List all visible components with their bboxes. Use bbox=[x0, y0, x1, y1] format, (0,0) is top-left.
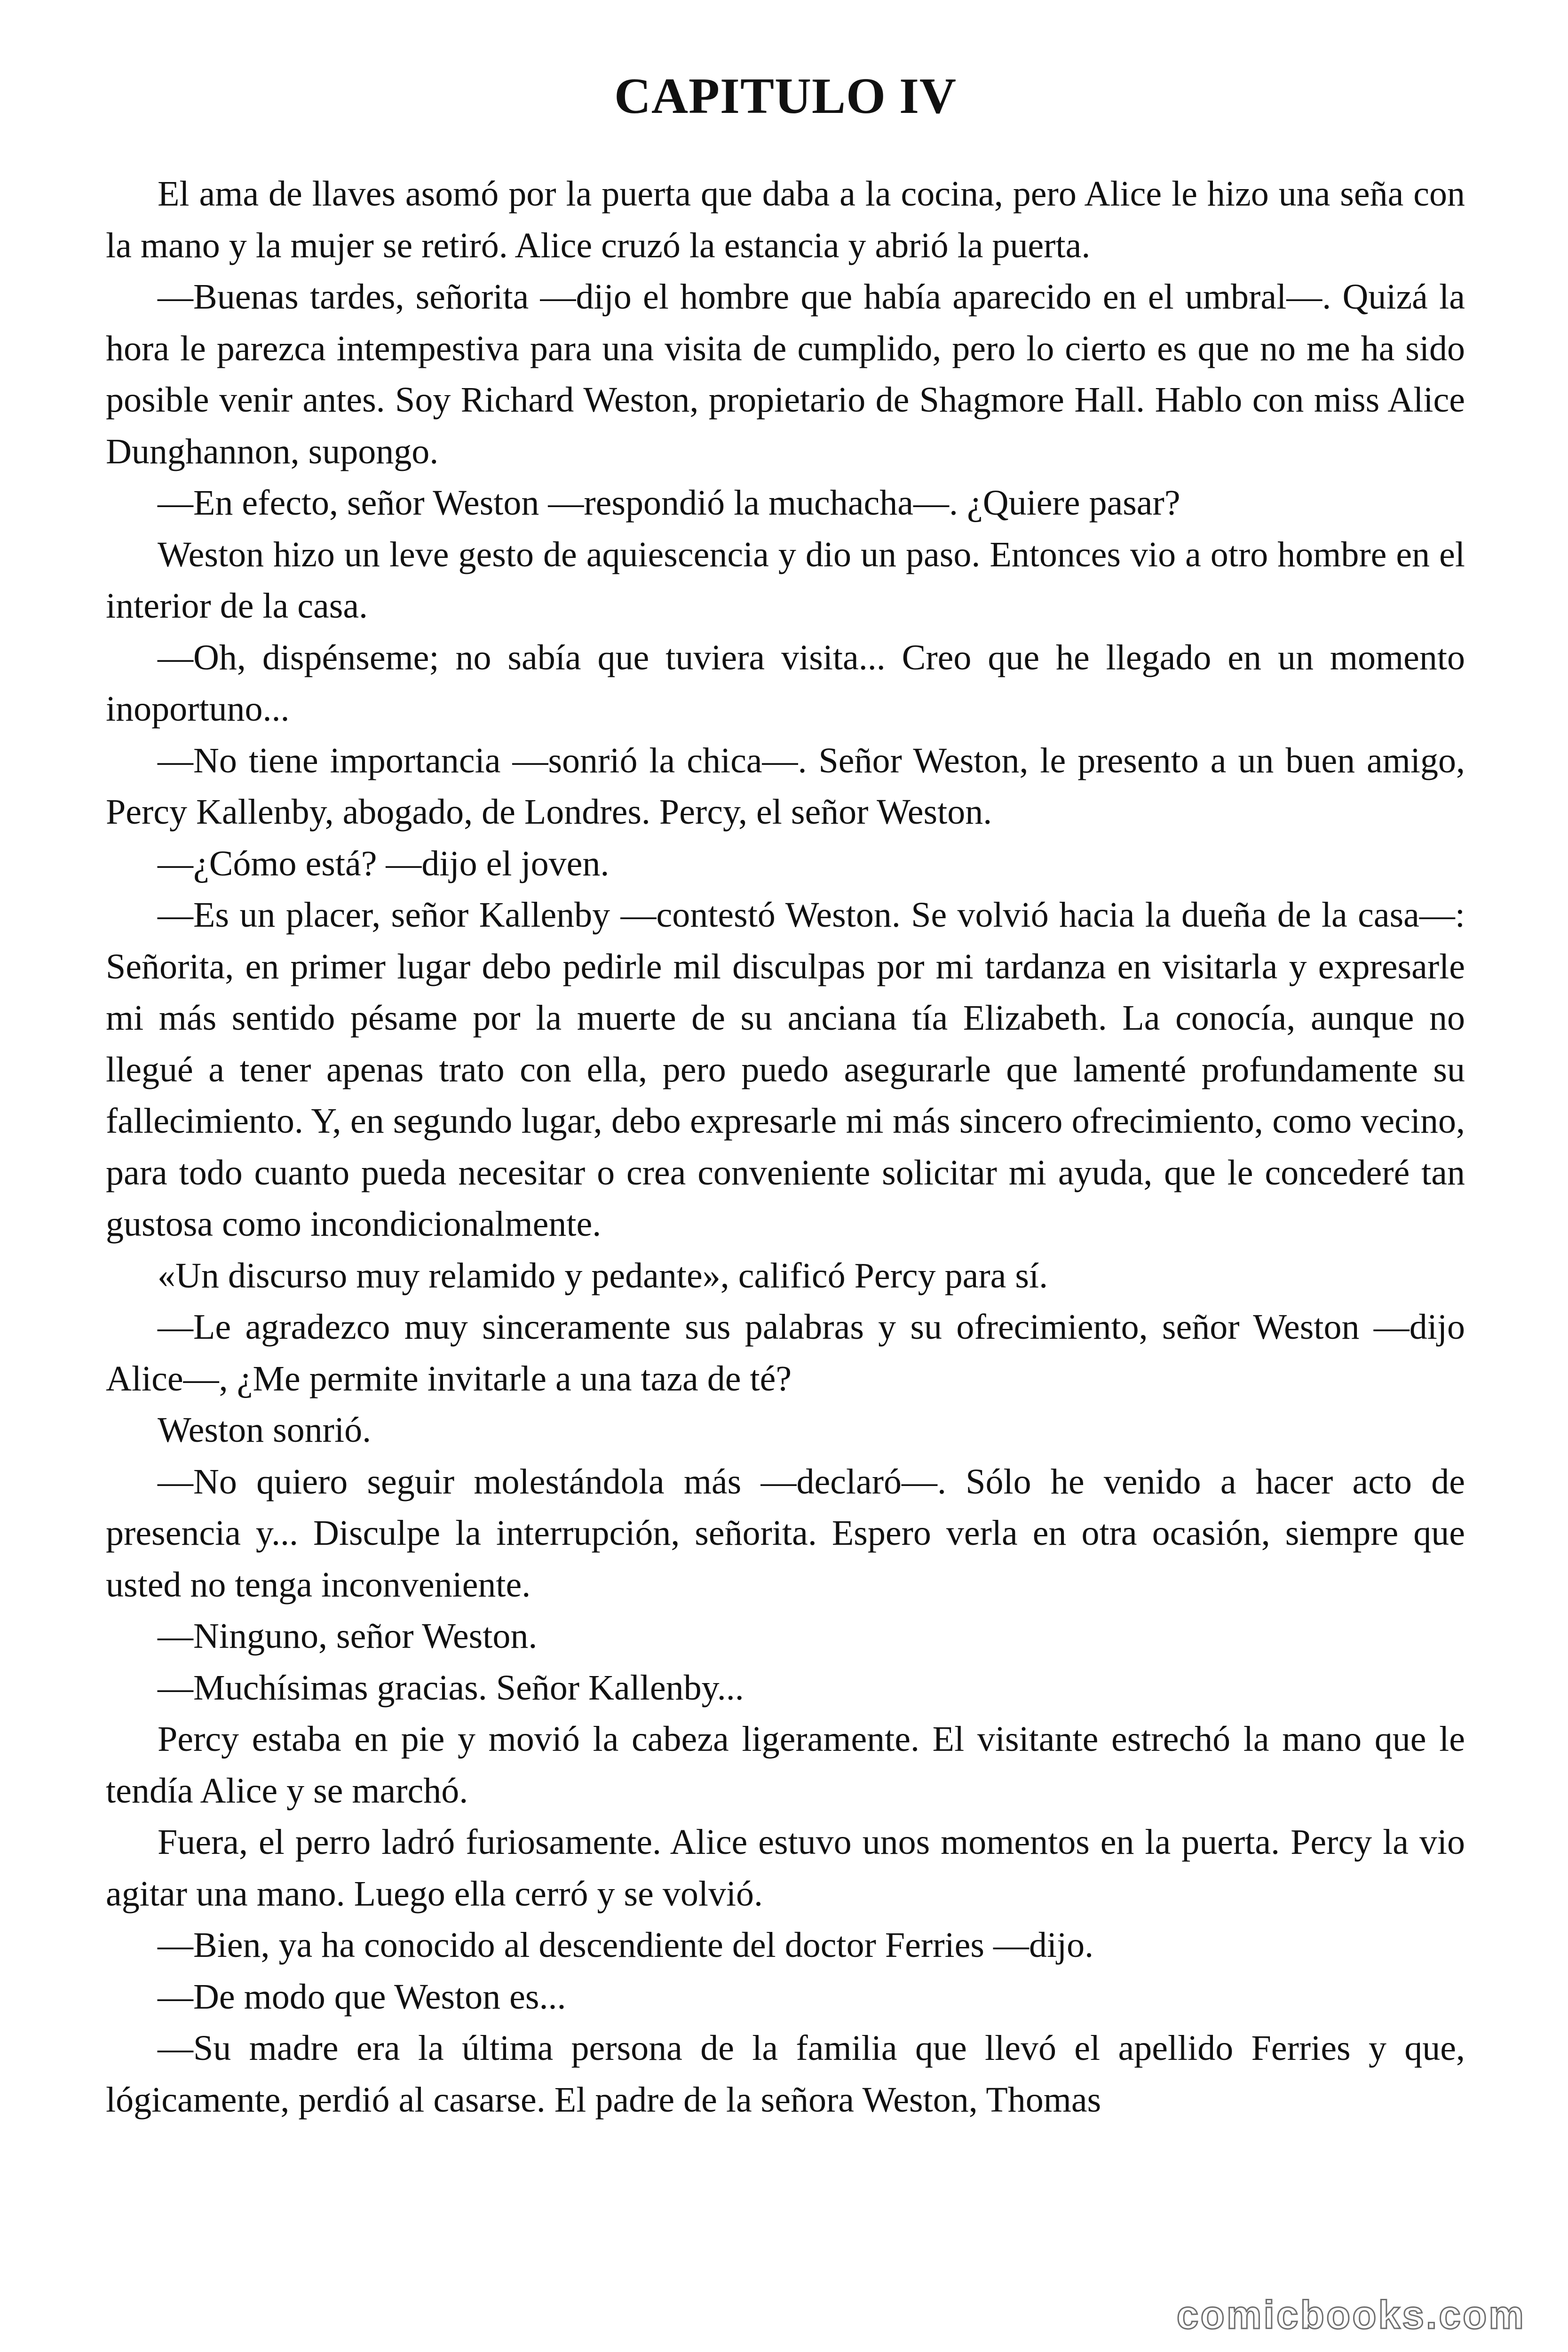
chapter-title: CAPITULO IV bbox=[614, 68, 957, 124]
paragraph: —Muchísimas gracias. Señor Kallenby... bbox=[158, 1668, 744, 1708]
paragraph: El ama de llaves asomó por la puerta que daba a la cocina, pero Alice le hizo una seña con la mano y la mujer se retiró. Alice cruzó la estancia y abrió la puerta. bbox=[106, 174, 1465, 265]
paragraph: Weston hizo un leve gesto de aquiescencia y dio un paso. Entonces vio a otro hombre en el interior de la casa. bbox=[106, 534, 1465, 626]
paragraph: —Buenas tardes, señorita —dijo el hombre que había aparecido en el umbral—. Quizá la hora le parezca intempestiva para una visita de cumplido, pero lo cierto es que no me ha sido posible venir antes. Soy Richard Weston, propietario de Shagmore Hall. Hablo con miss Alice Dunghannon, supongo. bbox=[106, 277, 1465, 471]
site-watermark: comicbooks.com bbox=[1176, 2293, 1526, 2337]
paragraph: —De modo que Weston es... bbox=[158, 1977, 566, 2017]
paragraph: «Un discurso muy relamido y pedante», calificó Percy para sí. bbox=[158, 1255, 1048, 1295]
paragraph: —¿Cómo está? —dijo el joven. bbox=[158, 843, 610, 883]
paragraph: Weston sonrió. bbox=[158, 1410, 372, 1450]
paragraph: —Es un placer, señor Kallenby —contestó Weston. Se volvió hacia la dueña de la casa—: Señorita, en primer lugar debo pedirle mil disculpas por mi tardanza en visitarla y expresarle mi más sentido pésame por la muerte de su anciana tía Elizabeth. La conocía, aunque no llegué a tener apenas trato con ella, pero puedo asegurarle que lamenté profundamente su fallecimiento. Y, en segundo lugar, debo expresarle mi más sincero ofrecimiento, como vecino, para todo cuanto pueda necesitar o crea conveniente solicitar mi ayuda, que le concederé tan gustosa como incondicionalmente. bbox=[106, 895, 1465, 1244]
paragraph: —No tiene importancia —sonrió la chica—. Señor Weston, le presento a un buen amigo, Percy Kallenby, abogado, de Londres. Percy, el señor Weston. bbox=[106, 740, 1465, 832]
paragraph: —No quiero seguir molestándola más —declaró—. Sólo he venido a hacer acto de presencia y... Disculpe la interrupción, señorita. Espero verla en otra ocasión, siempre que usted no tenga inconveniente. bbox=[106, 1462, 1465, 1605]
paragraph: —Oh, dispénseme; no sabía que tuviera visita... Creo que he llegado en un momento inoportuno... bbox=[106, 637, 1465, 729]
paragraph: Fuera, el perro ladró furiosamente. Alice estuvo unos momentos en la puerta. Percy la vio agitar una mano. Luego ella cerró y se volvió. bbox=[106, 1822, 1465, 1914]
chapter-body bbox=[106, 168, 1465, 2126]
book-page bbox=[106, 66, 1465, 2126]
paragraph: —En efecto, señor Weston —respondió la muchacha—. ¿Quiere pasar? bbox=[158, 483, 1180, 523]
paragraph: Percy estaba en pie y movió la cabeza ligeramente. El visitante estrechó la mano que le tendía Alice y se marchó. bbox=[106, 1719, 1465, 1811]
paragraph: —Ninguno, señor Weston. bbox=[158, 1616, 538, 1656]
paragraph: —Su madre era la última persona de la familia que llevó el apellido Ferries y que, lógicamente, perdió al casarse. El padre de la señora Weston, Thomas bbox=[106, 2028, 1465, 2120]
paragraph: —Le agradezco muy sinceramente sus palabras y su ofrecimiento, señor Weston —dijo Alice—, ¿Me permite invitarle a una taza de té? bbox=[106, 1307, 1465, 1398]
paragraph: —Bien, ya ha conocido al descendiente del doctor Ferries —dijo. bbox=[158, 1925, 1094, 1965]
